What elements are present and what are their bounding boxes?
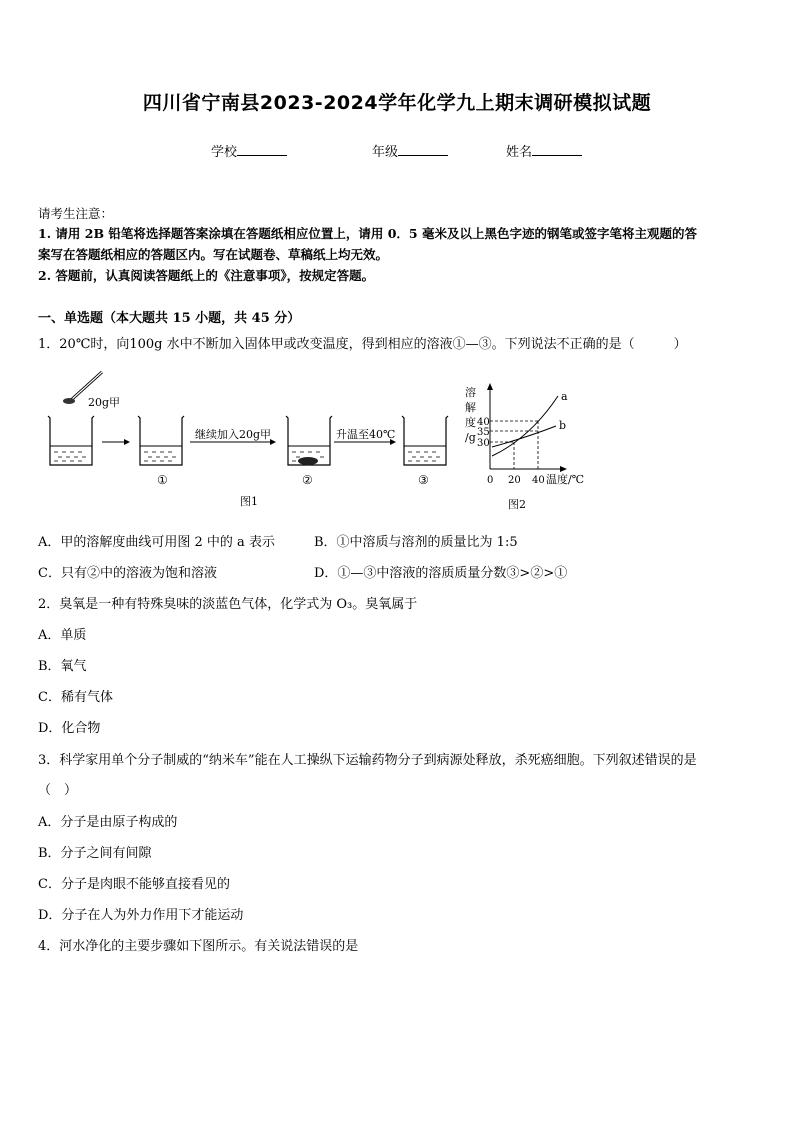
solubility-chart [465,383,584,486]
fig1-c1: ① [157,473,168,487]
q1-stem: 1．20℃时，向100g 水中不断加入固体甲或改变温度，得到相应的溶液①—③。下列说法不正确的是（ ） [38,337,687,352]
name-field [506,141,582,160]
q3-stem-2: （ ） [38,783,78,798]
notice-line-2: 2. 答题前，认真阅读答题纸上的《注意事项》，按规定答题。 [38,268,375,283]
fig1-step1: 继续加入20g甲 [195,428,272,441]
q3-stem-1: 3．科学家用单个分子制威的“纳米车”能在人工操纵下运输药物分子到病源处释放，杀死癌细胞。下列叙述错误的是 [38,753,697,768]
q1-option-a: A．甲的溶解度曲线可用图 2 中的 a 表示 [38,535,275,550]
curve-b [492,426,556,447]
x-tick-20: 20 [508,475,521,486]
grade-label: 年级 [372,145,399,160]
fig2-caption: 图2 [508,498,526,511]
beaker-1 [138,416,184,465]
q1-option-b: B．①中溶质与溶剂的质量比为 1:5 [314,535,518,550]
fig1-add-label: 20g甲 [88,396,121,409]
q1-option-d: D．①—③中溶液的溶质质量分数③>②>① [314,566,568,581]
section-heading: 一、单选题（本大题共 15 小题，共 45 分） [38,311,301,326]
curve-a [492,396,558,456]
q4-stem: 4．河水净化的主要步骤如下图所示。有关说法错误的是 [38,939,359,954]
q2-option-b: B．氧气 [38,659,87,674]
curve-a-label: a [561,390,568,403]
school-label: 学校 [211,145,238,160]
y-tick-30: 30 [477,438,490,449]
fig1-c3: ③ [418,473,429,487]
x-axis-label: 温度/℃ [546,473,585,486]
fig1-step2: 升温至40℃ [336,428,396,441]
y-label-4: /g [465,431,476,444]
page-title: 四川省宁南县2023-2024学年化学九上期末调研模拟试题 [142,92,652,114]
curve-b-label: b [559,419,567,432]
x-tick-40: 40 [532,475,545,486]
q3-option-d: D．分子在人为外力作用下才能运动 [38,908,244,923]
fig1-caption: 图1 [240,495,258,508]
x-tick-0: 0 [487,475,494,486]
notice-line-1b: 案写在答题纸相应的答题区内。写在试题卷、草稿纸上均无效。 [38,247,389,262]
beaker-2 [286,416,332,465]
grade-field [372,141,448,160]
school-blank [237,143,287,156]
q1-figures [40,368,600,518]
notice-header: 请考生注意： [38,206,114,221]
q2-stem: 2．臭氧是一种有特殊臭味的淡蓝色气体，化学式为 O₃。臭氧属于 [38,597,418,612]
name-blank [532,143,582,156]
y-label-2: 解 [465,401,476,414]
q3-option-b: B．分子之间有间隙 [38,846,152,861]
y-tick-35: 35 [477,427,490,438]
q2-option-c: C．稀有气体 [38,690,113,705]
q2-option-d: D．化合物 [38,721,101,736]
q3-option-c: C．分子是肉眼不能够直接看见的 [38,877,230,892]
q2-option-a: A．单质 [38,628,87,643]
beaker-0 [48,416,94,465]
grade-blank [398,143,448,156]
y-label-1: 溶 [465,386,476,399]
name-label: 姓名 [506,145,533,160]
fig1-c2: ② [302,473,313,487]
beaker-3 [402,416,448,465]
y-label-3: 度 [465,416,476,429]
q1-option-c: C．只有②中的溶液为饱和溶液 [38,566,217,581]
q3-option-a: A．分子是由原子构成的 [38,815,178,830]
school-field [211,141,287,160]
y-tick-40: 40 [477,417,490,428]
notice-line-1a: 1. 请用 2B 铅笔将选择题答案涂填在答题纸相应位置上，请用 0．5 毫米及以上黑色字迹的钢笔或签字笔将主观题的答 [38,226,697,241]
